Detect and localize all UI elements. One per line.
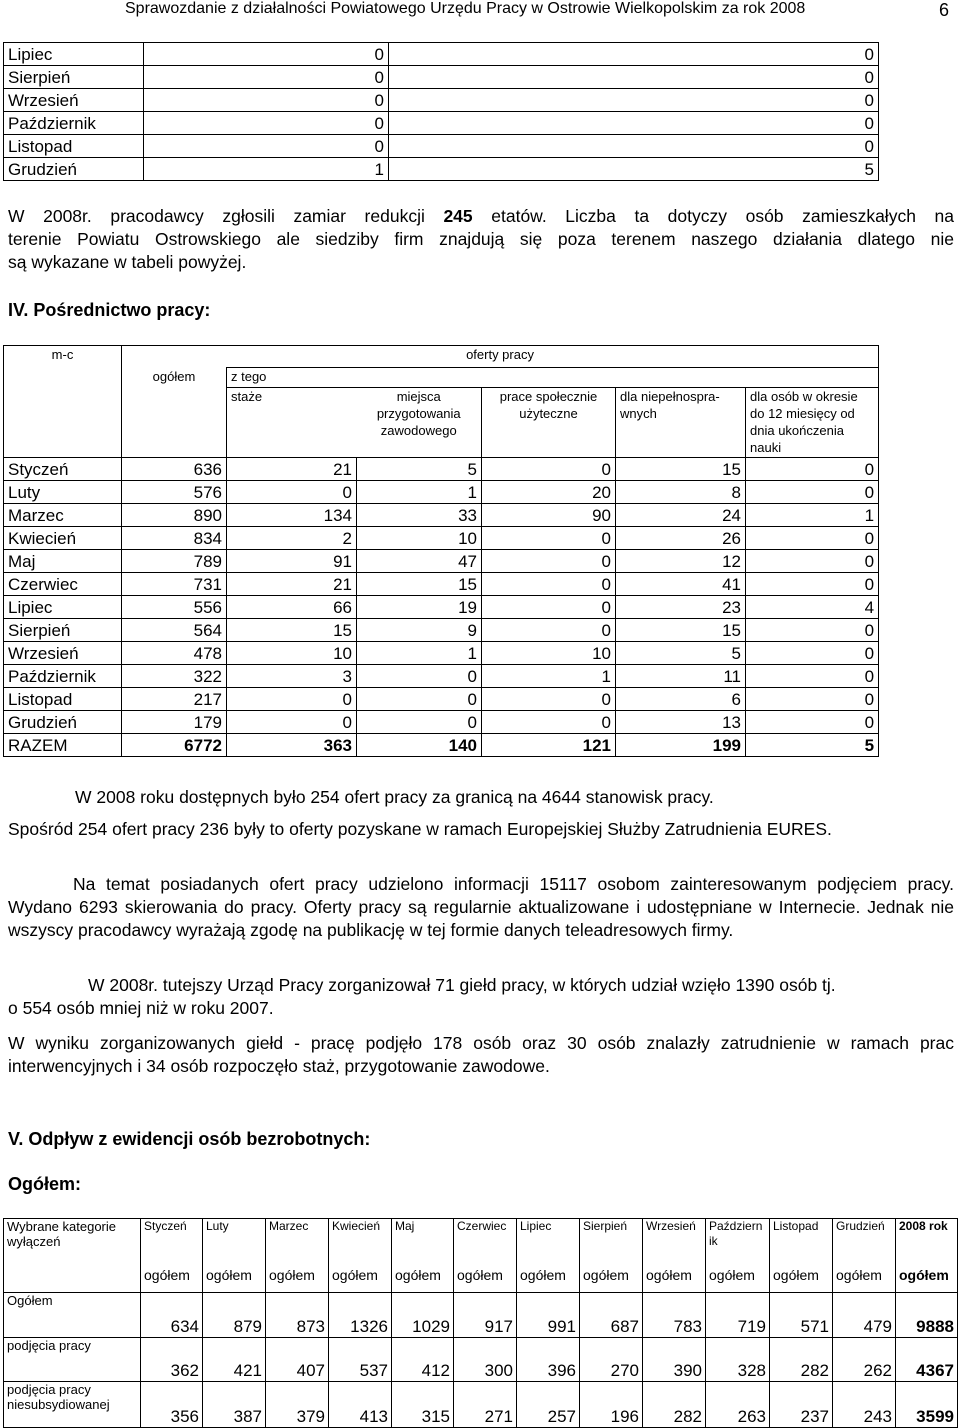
- value-cell: 90: [482, 504, 616, 527]
- value-cell: 0: [144, 43, 389, 66]
- total-cell: 6772: [122, 734, 227, 757]
- month-cell: Kwiecień: [4, 527, 122, 550]
- total-subheader: ogółem: [266, 1259, 329, 1293]
- value-cell: 5: [616, 642, 746, 665]
- value-cell: 0: [482, 458, 616, 481]
- table-row: [4, 112, 879, 135]
- value-cell: 1326: [329, 1293, 392, 1338]
- total-label: RAZEM: [4, 734, 122, 757]
- paragraph-information: Na temat posiadanych ofert pracy udzielono informacji 15117 osobom zainteresowanym podjęciem pracy. Wydano 6293 skierowania do pracy. Oferty pracy są regularnie aktualizowane i udostępniane w Internecie. Jednak nie wszyscy pracodawcy wyrażają zgodę na publikację w tej formie danych teleadresowych firmy.: [8, 874, 954, 940]
- total-cell: 363: [227, 734, 357, 757]
- section-v-heading: V. Odpływ z ewidencji osób bezrobotnych:: [8, 1129, 371, 1149]
- table-row: [4, 66, 879, 89]
- value-cell: 9: [357, 619, 482, 642]
- value-cell: 15: [616, 619, 746, 642]
- value-cell: 917: [454, 1293, 517, 1338]
- value-cell: 0: [389, 66, 879, 89]
- value-cell: 1: [357, 642, 482, 665]
- value-cell: 0: [746, 573, 879, 596]
- value-cell: 0: [227, 481, 357, 504]
- value-cell: 0: [357, 688, 482, 711]
- value-cell: 0: [746, 458, 879, 481]
- value-cell: 0: [227, 688, 357, 711]
- table-row: [4, 573, 879, 596]
- category-label: podjęcia pracy: [4, 1338, 141, 1382]
- value-cell: 991: [517, 1293, 580, 1338]
- total-cell: 121: [482, 734, 616, 757]
- month-header: Wrzesień: [643, 1219, 706, 1259]
- header-row: [4, 1219, 958, 1259]
- value-cell: 0: [389, 112, 879, 135]
- value-cell: 571: [770, 1293, 833, 1338]
- month-cell: Wrzesień: [4, 642, 122, 665]
- value-cell: 0: [746, 688, 879, 711]
- value-cell: 282: [770, 1338, 833, 1382]
- value-cell: 8: [616, 481, 746, 504]
- total-heading: Ogółem:: [8, 1174, 82, 1194]
- month-cell: Październik: [4, 665, 122, 688]
- value-cell: 0: [144, 89, 389, 112]
- value-cell: 47: [357, 550, 482, 573]
- value-cell: 478: [122, 642, 227, 665]
- header-title: Sprawozdanie z działalności Powiatowego Urzędu Pracy w Ostrowie Wielkopolskim za rok 2008: [125, 0, 806, 17]
- month-header: Październ ik: [706, 1219, 770, 1259]
- value-cell: 19: [357, 596, 482, 619]
- month-cell: Grudzień: [4, 158, 144, 181]
- col-total-header: ogółem: [122, 368, 227, 458]
- month-cell: Maj: [4, 550, 122, 573]
- value-cell: 687: [580, 1293, 643, 1338]
- value-cell: 0: [482, 596, 616, 619]
- value-cell: 263: [706, 1382, 770, 1428]
- value-cell: 783: [643, 1293, 706, 1338]
- table-row: [4, 619, 879, 642]
- value-cell: 0: [482, 619, 616, 642]
- table-row: [4, 711, 879, 734]
- value-cell: 0: [482, 711, 616, 734]
- month-header: Kwiecień: [329, 1219, 392, 1259]
- value-cell: 0: [482, 550, 616, 573]
- value-cell: 479: [833, 1293, 896, 1338]
- redundancy-table: [3, 42, 879, 181]
- value-cell: 12: [616, 550, 746, 573]
- value-cell: 0: [482, 527, 616, 550]
- month-cell: Listopad: [4, 135, 144, 158]
- col-of-which-header: z tego: [227, 368, 879, 388]
- value-cell: 390: [643, 1338, 706, 1382]
- value-cell: 10: [357, 527, 482, 550]
- month-cell: Luty: [4, 481, 122, 504]
- value-cell: 413: [329, 1382, 392, 1428]
- value-cell: 26: [616, 527, 746, 550]
- table-row: [4, 665, 879, 688]
- value-cell: 0: [389, 135, 879, 158]
- value-cell: 537: [329, 1338, 392, 1382]
- value-cell: 636: [122, 458, 227, 481]
- value-cell: 356: [141, 1382, 203, 1428]
- value-cell: 3: [227, 665, 357, 688]
- paragraph-foreign-offers: W 2008 roku dostępnych było 254 ofert pracy za granicą na 4644 stanowisk pracy.: [75, 787, 714, 807]
- month-header: Czerwiec: [454, 1219, 517, 1259]
- month-cell: Lipiec: [4, 596, 122, 619]
- value-cell: 270: [580, 1338, 643, 1382]
- value-cell: 282: [643, 1382, 706, 1428]
- value-cell: 15: [616, 458, 746, 481]
- value-cell: 0: [746, 619, 879, 642]
- value-cell: 789: [122, 550, 227, 573]
- month-cell: Sierpień: [4, 619, 122, 642]
- value-cell: 23: [616, 596, 746, 619]
- total-cell: 199: [616, 734, 746, 757]
- value-cell: 10: [482, 642, 616, 665]
- month-cell: Czerwiec: [4, 573, 122, 596]
- paragraph-job-fairs: W 2008r. tutejszy Urząd Pracy zorganizował 71 giełd pracy, w których udział wzięło 1390 osób tj. o 554 osób mniej niż w roku 2007.: [8, 975, 836, 1018]
- value-cell: 11: [616, 665, 746, 688]
- month-header: Maj: [392, 1219, 454, 1259]
- value-cell: 66: [227, 596, 357, 619]
- month-header: Listopad: [770, 1219, 833, 1259]
- value-cell: 15: [357, 573, 482, 596]
- month-header: Luty: [203, 1219, 266, 1259]
- table-row: [4, 550, 879, 573]
- value-cell: 0: [144, 66, 389, 89]
- value-cell: 315: [392, 1382, 454, 1428]
- subheader-row: [4, 1259, 958, 1293]
- total-subheader: ogółem: [706, 1259, 770, 1293]
- value-cell: 564: [122, 619, 227, 642]
- total-cell: 5: [746, 734, 879, 757]
- value-cell: 21: [227, 573, 357, 596]
- year-header: 2008 rok: [896, 1219, 958, 1259]
- value-cell: 0: [746, 642, 879, 665]
- value-cell: 0: [746, 665, 879, 688]
- value-cell: 379: [266, 1382, 329, 1428]
- col-offers-header: oferty pracy: [122, 346, 879, 368]
- table-row: [4, 1338, 958, 1382]
- value-cell: 20: [482, 481, 616, 504]
- page-number: 6: [939, 0, 950, 20]
- col-graduates-header: dla osób w okresie do 12 miesięcy od dnia ukończenia nauki: [746, 388, 879, 458]
- month-cell: Styczeń: [4, 458, 122, 481]
- value-cell: 15: [227, 619, 357, 642]
- year-total-cell: 4367: [896, 1338, 958, 1382]
- month-cell: Marzec: [4, 504, 122, 527]
- value-cell: 196: [580, 1382, 643, 1428]
- job-offers-table: [3, 345, 879, 757]
- value-cell: 0: [482, 573, 616, 596]
- value-cell: 6: [616, 688, 746, 711]
- total-subheader: ogółem: [203, 1259, 266, 1293]
- value-cell: 556: [122, 596, 227, 619]
- col-training-header: miejsca przygotowania zawodowego: [357, 388, 482, 458]
- value-cell: 217: [122, 688, 227, 711]
- value-cell: 731: [122, 573, 227, 596]
- value-cell: 5: [389, 158, 879, 181]
- value-cell: 13: [616, 711, 746, 734]
- value-cell: 2: [227, 527, 357, 550]
- value-cell: 0: [746, 481, 879, 504]
- value-cell: 243: [833, 1382, 896, 1428]
- value-cell: 1: [482, 665, 616, 688]
- value-cell: 890: [122, 504, 227, 527]
- table-row: [4, 1382, 958, 1428]
- table-row: [4, 135, 879, 158]
- category-label: Ogółem: [4, 1293, 141, 1338]
- value-cell: 91: [227, 550, 357, 573]
- value-cell: 179: [122, 711, 227, 734]
- value-cell: 0: [746, 550, 879, 573]
- table-row: [4, 596, 879, 619]
- value-cell: 412: [392, 1338, 454, 1382]
- total-subheader: ogółem: [392, 1259, 454, 1293]
- col-month-header: m-c: [4, 346, 122, 458]
- value-cell: 4: [746, 596, 879, 619]
- month-cell: Sierpień: [4, 66, 144, 89]
- table-row: [4, 43, 879, 66]
- month-header: Grudzień: [833, 1219, 896, 1259]
- value-cell: 134: [227, 504, 357, 527]
- month-header: Sierpień: [580, 1219, 643, 1259]
- table-row: [4, 642, 879, 665]
- total-subheader: ogółem: [770, 1259, 833, 1293]
- table-row: [4, 158, 879, 181]
- month-cell: Lipiec: [4, 43, 144, 66]
- value-cell: 322: [122, 665, 227, 688]
- value-cell: 873: [266, 1293, 329, 1338]
- total-subheader: ogółem: [141, 1259, 203, 1293]
- value-cell: 879: [203, 1293, 266, 1338]
- value-cell: 0: [746, 527, 879, 550]
- value-cell: 237: [770, 1382, 833, 1428]
- value-cell: 0: [144, 135, 389, 158]
- value-cell: 5: [357, 458, 482, 481]
- value-cell: 387: [203, 1382, 266, 1428]
- value-cell: 21: [227, 458, 357, 481]
- categories-header: Wybrane kategorie wyłączeń: [4, 1219, 141, 1293]
- value-cell: 0: [389, 43, 879, 66]
- value-cell: 271: [454, 1382, 517, 1428]
- value-cell: 1029: [392, 1293, 454, 1338]
- month-cell: Grudzień: [4, 711, 122, 734]
- value-cell: 407: [266, 1338, 329, 1382]
- table-row: [4, 89, 879, 112]
- total-subheader: ogółem: [896, 1259, 958, 1293]
- value-cell: 257: [517, 1382, 580, 1428]
- category-label: podjęcia pracy niesubsydiowanej: [4, 1382, 141, 1428]
- value-cell: 362: [141, 1338, 203, 1382]
- value-cell: 0: [482, 688, 616, 711]
- value-cell: 834: [122, 527, 227, 550]
- col-internships-header: staże: [227, 388, 357, 458]
- total-subheader: ogółem: [580, 1259, 643, 1293]
- total-subheader: ogółem: [517, 1259, 580, 1293]
- value-cell: 0: [227, 711, 357, 734]
- value-cell: 1: [746, 504, 879, 527]
- value-cell: 0: [389, 89, 879, 112]
- paragraph-eures: Spośród 254 ofert pracy 236 były to oferty pozyskane w ramach Europejskiej Służby Zatrudnienia EURES.: [8, 819, 832, 839]
- col-public-works-header: prace społecznie użyteczne: [482, 388, 616, 458]
- table-row: [4, 458, 879, 481]
- value-cell: 421: [203, 1338, 266, 1382]
- value-cell: 576: [122, 481, 227, 504]
- value-cell: 33: [357, 504, 482, 527]
- paragraph-fair-results: W wyniku zorganizowanych giełd - pracę podjęło 178 osób oraz 30 osób znalazły zatrudnienie w ramach prac interwencyjnych i 34 osób rozpoczęło staż, przygotowanie zawodowe.: [8, 1033, 954, 1076]
- value-cell: 0: [357, 711, 482, 734]
- value-cell: 24: [616, 504, 746, 527]
- outflow-table: [3, 1218, 958, 1428]
- year-total-cell: 3599: [896, 1382, 958, 1428]
- value-cell: 1: [144, 158, 389, 181]
- total-subheader: ogółem: [833, 1259, 896, 1293]
- total-subheader: ogółem: [454, 1259, 517, 1293]
- total-row: [4, 734, 879, 757]
- table-row: [4, 504, 879, 527]
- value-cell: 0: [357, 665, 482, 688]
- value-cell: 10: [227, 642, 357, 665]
- total-subheader: ogółem: [329, 1259, 392, 1293]
- month-cell: Październik: [4, 112, 144, 135]
- value-cell: 300: [454, 1338, 517, 1382]
- table-row: [4, 688, 879, 711]
- month-cell: Wrzesień: [4, 89, 144, 112]
- redundancy-paragraph: W 2008r. pracodawcy zgłosili zamiar redukcji 245 etatów. Liczba ta dotyczy osób zamieszkałych na terenie Powiatu Ostrowskiego ale siedziby firm znajdują się poza terenem naszego działania dlatego nie są wykazane w tabeli powyżej.: [8, 206, 954, 272]
- value-cell: 328: [706, 1338, 770, 1382]
- month-header: Marzec: [266, 1219, 329, 1259]
- col-disabled-header: dla niepełnospra-wnych: [616, 388, 746, 458]
- value-cell: 0: [746, 711, 879, 734]
- value-cell: 634: [141, 1293, 203, 1338]
- value-cell: 41: [616, 573, 746, 596]
- month-header: Lipiec: [517, 1219, 580, 1259]
- value-cell: 396: [517, 1338, 580, 1382]
- value-cell: 262: [833, 1338, 896, 1382]
- table-row: [4, 1293, 958, 1338]
- table-row: [4, 527, 879, 550]
- total-subheader: ogółem: [643, 1259, 706, 1293]
- value-cell: 1: [357, 481, 482, 504]
- month-cell: Listopad: [4, 688, 122, 711]
- value-cell: 719: [706, 1293, 770, 1338]
- year-total-cell: 9888: [896, 1293, 958, 1338]
- month-header: Styczeń: [141, 1219, 203, 1259]
- section-iv-heading: IV. Pośrednictwo pracy:: [8, 300, 211, 320]
- value-cell: 0: [144, 112, 389, 135]
- total-cell: 140: [357, 734, 482, 757]
- table-row: [4, 481, 879, 504]
